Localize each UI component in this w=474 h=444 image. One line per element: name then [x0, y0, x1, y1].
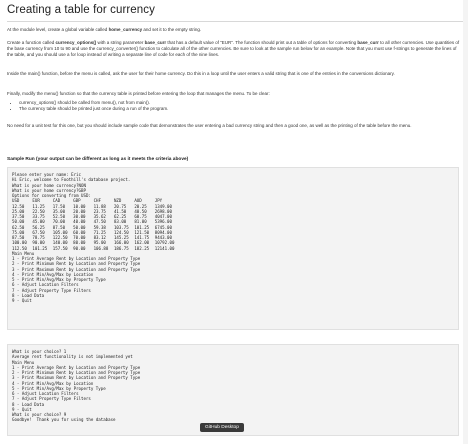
table-cell: 83.12 — [93, 235, 106, 240]
table-cell: 124.50 — [113, 229, 129, 235]
console-line: 4 - Print Min/Avg/Max by Location — [12, 271, 94, 277]
table-cell: 83.00 — [113, 219, 127, 225]
console-line: 8 - Load Data — [12, 401, 45, 407]
text: At the module level, create a global variable called — [7, 27, 109, 32]
table-cell: 182.25 — [134, 245, 150, 251]
table-cell: 11.88 — [93, 203, 106, 209]
table-cell: 12141.00 — [154, 245, 175, 251]
column-header: CAD — [52, 198, 61, 204]
table-cell: 103.75 — [113, 224, 129, 230]
column-header: EUR — [32, 198, 40, 204]
table-cell: 1349.00 — [154, 203, 172, 209]
console-line: 7 - Adjust Property Type Filters — [12, 287, 91, 293]
console-line: Main Menu — [12, 250, 35, 256]
table-cell: 90.00 — [73, 245, 86, 251]
table-cell: 52.50 — [52, 214, 66, 219]
table-cell: 45.00 — [32, 219, 45, 225]
table-cell: 2698.00 — [154, 208, 172, 214]
table-cell: 35.62 — [93, 214, 106, 219]
table-cell: 81.00 — [134, 219, 147, 225]
console-line: What is your choice? 9 — [12, 412, 67, 417]
table-cell: 71.25 — [93, 229, 106, 235]
table-cell: 78.75 — [32, 235, 45, 240]
table-cell: 62.50 — [12, 224, 25, 230]
table-cell: 10792.00 — [154, 240, 175, 246]
table-cell: 37.50 — [12, 214, 25, 219]
console-line: 1 - Print Average Rent by Location and Property Type — [12, 256, 141, 261]
table-cell: 47.50 — [93, 219, 106, 225]
table-cell: 41.50 — [113, 208, 127, 214]
column-header: AUD — [134, 198, 142, 204]
currency-table-body — [12, 204, 175, 251]
console-line: 4 - Print Min/Avg/Max by Location — [12, 380, 94, 386]
text: No need for a unit test for this one, but you should include sample code that demonstrates the user entering a bad currency string and then a good one, as well as the printing of the table before the menu. — [7, 123, 412, 128]
list-item: • The currency table should be printed just once during a run of the program. — [19, 106, 459, 112]
console-line: 2 - Print Minimum Rent by Location and Property Type — [12, 261, 141, 267]
console-line: 7 - Adjust Property Type Filters — [12, 396, 91, 402]
table-cell: 5396.00 — [154, 219, 172, 225]
table-cell: 6745.00 — [154, 224, 172, 230]
table-cell: 67.50 — [32, 229, 45, 235]
text: Finally, modify the menu() function so that the currency table is printed before entering the loop that manages the menu. To be clear: — [7, 91, 270, 96]
table-cell: 95.00 — [93, 240, 106, 246]
page-title: Creating a table for currency — [7, 4, 155, 16]
sample-run-label: Sample Run (your output can be different as long as it meets the criteria above) — [7, 157, 189, 162]
table-cell: 145.25 — [113, 235, 129, 240]
table-cell: 40.00 — [73, 219, 86, 225]
console-line: Main Menu — [12, 359, 35, 365]
table-cell: 112.50 — [12, 245, 27, 251]
paragraph-currency-options — [7, 40, 463, 59]
console-line: Hi Eric, welcome to Foothill's database project. — [12, 177, 131, 183]
paragraph-global-variable — [7, 27, 463, 33]
table-cell: 60.75 — [134, 214, 147, 219]
column-header: NZD — [113, 198, 122, 204]
table-cell: 141.75 — [134, 235, 150, 240]
console-line: 2 - Print Minimum Rent by Location and Property Type — [12, 370, 141, 375]
console-line: Options for converting from USD: — [12, 193, 91, 198]
code-currency-options: currency_options() — [55, 40, 97, 45]
list-item: • currency_options() should be called from menu(), not from main(). — [19, 100, 459, 106]
console-line: What is your home currency?GBP — [12, 187, 86, 193]
table-cell: 157.50 — [52, 245, 68, 251]
console-line: Average rent functionality is not implemented yet — [12, 354, 133, 360]
console-line: 9 - Quit — [12, 406, 32, 412]
table-cell: 59.38 — [93, 224, 106, 230]
table-cell: 80.00 — [73, 240, 86, 246]
table-cell: 75.00 — [12, 229, 25, 235]
table-cell: 10.00 — [73, 203, 86, 209]
table-cell: 12.50 — [12, 203, 25, 209]
column-header: CHF — [93, 198, 101, 204]
text: that has a default value of "EUR". The function should print out a table of options for converting — [166, 40, 358, 45]
console-line: What is your home currency?NON — [12, 182, 86, 188]
table-cell: 22.50 — [32, 208, 45, 214]
table-cell: 8094.00 — [154, 229, 172, 235]
console-line: Goodbye! Thank you for using the database — [12, 417, 116, 423]
table-cell: 122.50 — [52, 235, 68, 240]
table-cell: 140.00 — [52, 240, 68, 246]
paragraph-main-function — [7, 71, 463, 77]
table-cell: 166.00 — [113, 240, 129, 246]
requirements-list — [7, 100, 459, 112]
table-cell: 50.00 — [73, 224, 86, 230]
text: Inside the main() function, before the menu is called, ask the user for their home currency. Do this in a loop until the user enters a valid string that is one of the entries in the conversions dictionary. — [7, 71, 395, 76]
currency-table — [12, 198, 175, 251]
console-line: Please enter your name: Eric — [12, 172, 82, 177]
table-cell: 25.00 — [12, 208, 25, 214]
console-line: 9 - Quit — [12, 298, 32, 303]
column-header: GBP — [73, 198, 81, 204]
table-cell: 101.25 — [134, 224, 150, 230]
table-cell: 106.88 — [93, 245, 109, 251]
title-divider — [7, 21, 463, 22]
console-line: 3 - Print Maximum Rent by Location and Property Type — [12, 375, 141, 381]
table-cell: 87.50 — [52, 224, 66, 230]
console-line: 3 - Print Maximum Rent by Location and Property Type — [12, 266, 141, 272]
console-line: 5 - Print Min/Avg/Max by Property Type — [12, 385, 106, 391]
table-cell: 87.50 — [12, 235, 25, 240]
table-cell: 40.50 — [134, 208, 147, 214]
paragraph-unit-test — [7, 123, 463, 129]
table-cell: 105.00 — [52, 229, 68, 235]
table-cell: 50.00 — [12, 219, 25, 225]
code-home-currency: home_currency — [108, 27, 143, 32]
table-cell: 56.25 — [32, 224, 45, 230]
column-header: USD — [12, 198, 20, 204]
table-cell: 23.75 — [93, 208, 106, 214]
table-cell: 90.00 — [32, 240, 45, 246]
table-cell: 20.25 — [134, 203, 147, 209]
text: with a string parameter — [96, 40, 145, 45]
table-cell: 60.00 — [73, 229, 86, 235]
table-cell: 70.00 — [73, 235, 86, 240]
table-cell: 162.00 — [134, 240, 150, 246]
text: Create a function called — [7, 40, 56, 45]
table-cell: 9443.00 — [154, 235, 172, 240]
sample-output-console-1 — [7, 167, 459, 330]
table-cell: 186.75 — [113, 245, 129, 251]
taskbar-tooltip: GitHub Desktop — [200, 423, 244, 432]
table-cell: 70.00 — [52, 219, 66, 225]
table-cell: 20.00 — [73, 208, 86, 214]
column-header: JPY — [154, 198, 163, 204]
console-line: 1 - Print Average Rent by Location and Property Type — [12, 364, 141, 370]
table-cell: 4047.00 — [154, 214, 172, 219]
table-cell: 101.25 — [32, 245, 48, 251]
table-cell: 33.75 — [32, 214, 45, 219]
console-line: 6 - Adjust Location Filters — [12, 282, 79, 288]
page-scrollbar[interactable] — [463, 0, 468, 444]
code-base-curr: base_curr — [357, 40, 379, 45]
code-base-curr: base_curr — [144, 40, 167, 45]
text: and set it to the empty string. — [142, 27, 202, 32]
console-line: 5 - Print Min/Avg/Max by Property Type — [12, 277, 106, 282]
table-cell: 62.25 — [113, 214, 127, 219]
table-cell: 17.50 — [52, 203, 66, 209]
console-line: 8 - Load Data — [12, 292, 45, 298]
table-cell: 11.25 — [32, 203, 45, 209]
table-cell: 35.00 — [52, 208, 66, 214]
table-cell: 20.75 — [113, 203, 127, 209]
console-line: What is your choice? 1 — [12, 349, 67, 354]
table-cell: 30.00 — [73, 214, 86, 219]
paragraph-menu-function — [7, 91, 463, 97]
table-cell: 121.50 — [134, 229, 150, 235]
console-line: 6 - Adjust Location Filters — [12, 391, 79, 396]
text: to all other currencies. Use quantities of the base currency from 10 to 90 and use the currency_converter() function to calculate all of the other currencies. Be sure to look at the sample run below for an example. Note that you must use f-strings to generate the lines of the table, and you should use a for loop instead of writing a separate line of code for each of the nine lines. — [7, 40, 460, 58]
table-cell: 100.00 — [12, 240, 27, 246]
